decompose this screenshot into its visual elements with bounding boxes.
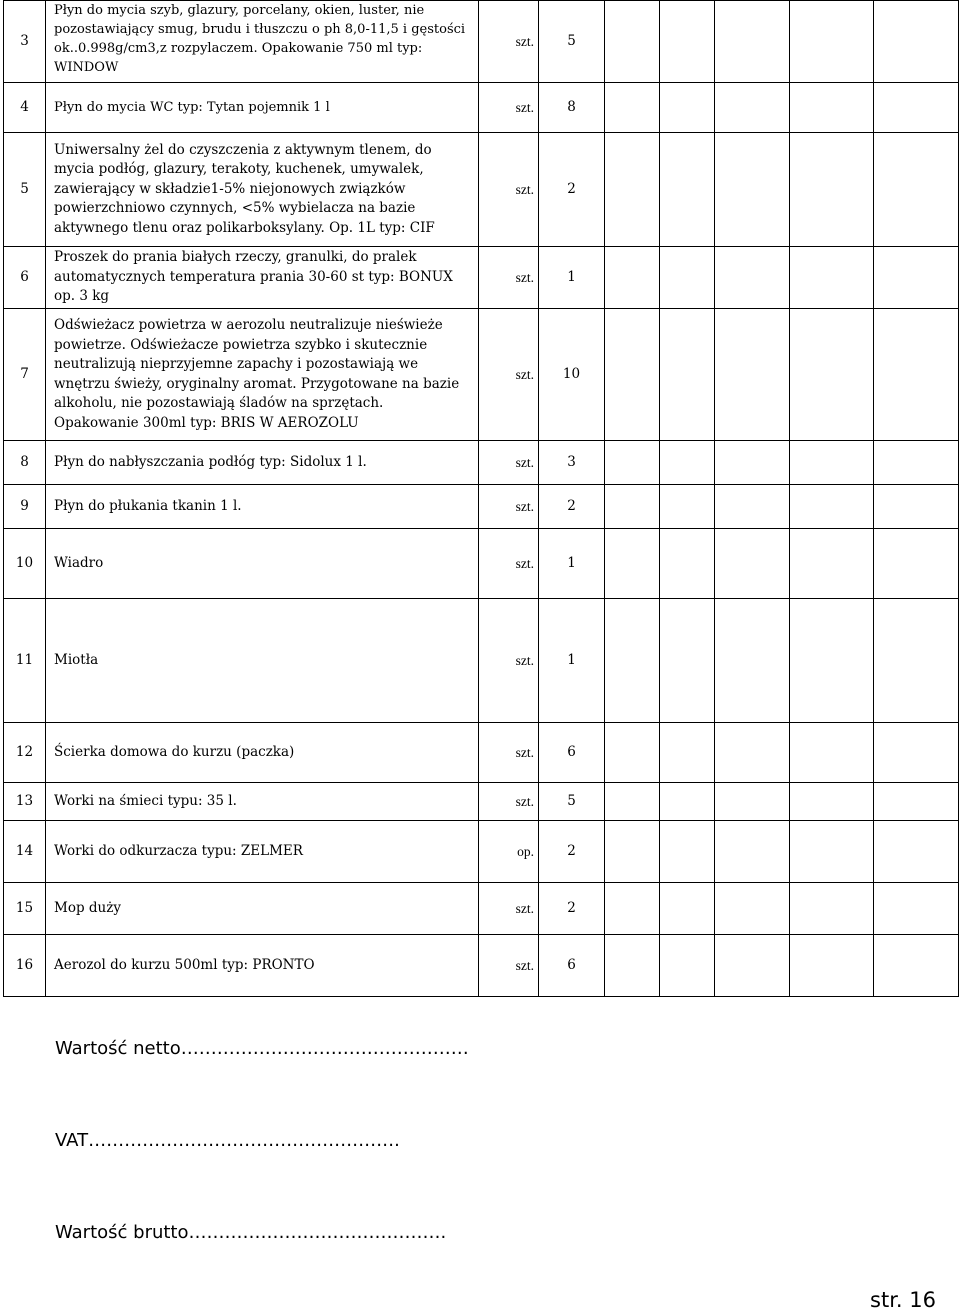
empty-cell (715, 529, 790, 599)
table-row (4, 935, 959, 997)
empty-cell (790, 485, 874, 529)
empty-cell (790, 133, 874, 247)
table-row (4, 485, 959, 529)
item-description: Odświeżacz powietrza w aerozolu neutralizuje nieświeże powietrze. Odświeżacze powietrza szybko i skutecznie neutralizują nieprzyjemne zapachy i pozostawiają we wnętrzu świeży, oryginalny aromat. Przygotowane na bazie alkoholu, nie pozostawiają śladów na sprzętach. Opakowanie 300ml typ: BRIS W AEROZOLU (46, 309, 479, 441)
empty-cell (660, 133, 715, 247)
empty-cell (790, 247, 874, 309)
item-quantity: 1 (539, 247, 605, 309)
empty-cell (660, 783, 715, 821)
row-number: 11 (4, 599, 46, 723)
item-description: Wiadro (46, 529, 479, 599)
item-description: Ścierka domowa do kurzu (paczka) (46, 723, 479, 783)
item-quantity: 2 (539, 821, 605, 883)
item-quantity: 6 (539, 723, 605, 783)
empty-cell (874, 309, 959, 441)
empty-cell (790, 529, 874, 599)
row-number: 6 (4, 247, 46, 309)
row-number: 5 (4, 133, 46, 247)
gross-value-line: Wartość brutto……………………………………. (55, 1222, 447, 1243)
empty-cell (660, 309, 715, 441)
table-row (4, 529, 959, 599)
item-quantity: 5 (539, 783, 605, 821)
item-description: Uniwersalny żel do czyszczenia z aktywnym tlenem, do mycia podłóg, glazury, terakoty, kuchenek, umywalek, zawierający w składzie1-5% niejonowych związków powierzchniowo czynnych, <5% wybielacza na bazie aktywnego tlenu oraz polikarboksylany. Op. 1L typ: CIF (46, 133, 479, 247)
item-unit: szt. (479, 529, 539, 599)
empty-cell (660, 883, 715, 935)
empty-cell (790, 599, 874, 723)
item-unit: szt. (479, 723, 539, 783)
empty-cell (605, 821, 660, 883)
item-unit: szt. (479, 485, 539, 529)
empty-cell (605, 1, 660, 83)
empty-cell (790, 441, 874, 485)
table-row (4, 247, 959, 309)
empty-cell (715, 883, 790, 935)
table-row (4, 723, 959, 783)
empty-cell (874, 821, 959, 883)
empty-cell (874, 529, 959, 599)
empty-cell (790, 309, 874, 441)
empty-cell (605, 133, 660, 247)
empty-cell (605, 529, 660, 599)
empty-cell (715, 485, 790, 529)
item-description: Płyn do płukania tkanin 1 l. (46, 485, 479, 529)
empty-cell (660, 1, 715, 83)
row-number: 13 (4, 783, 46, 821)
row-number: 15 (4, 883, 46, 935)
empty-cell (715, 783, 790, 821)
empty-cell (874, 485, 959, 529)
item-quantity: 2 (539, 133, 605, 247)
empty-cell (605, 783, 660, 821)
empty-cell (874, 599, 959, 723)
empty-cell (605, 441, 660, 485)
table-row (4, 821, 959, 883)
empty-cell (874, 723, 959, 783)
table-row (4, 1, 959, 83)
item-description: Płyn do nabłyszczania podłóg typ: Sidolux 1 l. (46, 441, 479, 485)
empty-cell (715, 309, 790, 441)
empty-cell (605, 485, 660, 529)
empty-cell (715, 723, 790, 783)
item-unit: szt. (479, 883, 539, 935)
empty-cell (605, 309, 660, 441)
item-unit: szt. (479, 935, 539, 997)
vat-line: VAT……………………………………………. (55, 1130, 400, 1151)
empty-cell (715, 935, 790, 997)
table-row (4, 83, 959, 133)
items-table (3, 0, 959, 997)
item-unit: szt. (479, 441, 539, 485)
table-row (4, 883, 959, 935)
item-quantity: 8 (539, 83, 605, 133)
empty-cell (874, 1, 959, 83)
item-unit: szt. (479, 783, 539, 821)
item-quantity: 6 (539, 935, 605, 997)
item-unit: szt. (479, 599, 539, 723)
empty-cell (874, 441, 959, 485)
item-unit: szt. (479, 83, 539, 133)
row-number: 7 (4, 309, 46, 441)
row-number: 4 (4, 83, 46, 133)
item-quantity: 1 (539, 529, 605, 599)
table-row (4, 133, 959, 247)
empty-cell (605, 247, 660, 309)
item-description: Płyn do mycia WC typ: Tytan pojemnik 1 l (46, 83, 479, 133)
empty-cell (660, 247, 715, 309)
empty-cell (660, 83, 715, 133)
item-quantity: 5 (539, 1, 605, 83)
item-unit: szt. (479, 247, 539, 309)
table-row (4, 441, 959, 485)
empty-cell (874, 83, 959, 133)
empty-cell (715, 821, 790, 883)
empty-cell (715, 441, 790, 485)
table-row (4, 783, 959, 821)
empty-cell (605, 883, 660, 935)
empty-cell (715, 133, 790, 247)
empty-cell (790, 935, 874, 997)
empty-cell (874, 783, 959, 821)
empty-cell (874, 247, 959, 309)
row-number: 3 (4, 1, 46, 83)
row-number: 12 (4, 723, 46, 783)
empty-cell (660, 935, 715, 997)
item-quantity: 10 (539, 309, 605, 441)
empty-cell (660, 529, 715, 599)
empty-cell (605, 935, 660, 997)
row-number: 16 (4, 935, 46, 997)
empty-cell (790, 83, 874, 133)
item-quantity: 2 (539, 485, 605, 529)
item-unit: szt. (479, 1, 539, 83)
item-unit: szt. (479, 133, 539, 247)
empty-cell (605, 723, 660, 783)
table-row (4, 599, 959, 723)
item-unit: szt. (479, 309, 539, 441)
empty-cell (715, 1, 790, 83)
empty-cell (790, 783, 874, 821)
empty-cell (605, 599, 660, 723)
item-description: Worki do odkurzacza typu: ZELMER (46, 821, 479, 883)
empty-cell (660, 723, 715, 783)
item-quantity: 1 (539, 599, 605, 723)
item-unit: op. (479, 821, 539, 883)
empty-cell (874, 133, 959, 247)
empty-cell (660, 821, 715, 883)
net-value-line: Wartość netto………………………………………… (55, 1038, 469, 1059)
item-description: Płyn do mycia szyb, glazury, porcelany, okien, luster, nie pozostawiający smug, brudu i tłuszczu o ph 8,0-11,5 i gęstości ok..0.998g/cm3,z rozpylaczem. Opakowanie 750 ml typ: WINDOW (46, 1, 479, 83)
empty-cell (790, 723, 874, 783)
empty-cell (790, 883, 874, 935)
item-description: Proszek do prania białych rzeczy, granulki, do pralek automatycznych temperatura prania 30-60 st typ: BONUX op. 3 kg (46, 247, 479, 309)
empty-cell (660, 441, 715, 485)
item-quantity: 3 (539, 441, 605, 485)
empty-cell (715, 599, 790, 723)
empty-cell (790, 821, 874, 883)
item-description: Mop duży (46, 883, 479, 935)
empty-cell (605, 83, 660, 133)
empty-cell (874, 935, 959, 997)
table-row (4, 309, 959, 441)
row-number: 14 (4, 821, 46, 883)
empty-cell (790, 1, 874, 83)
page-number: str. 16 (870, 1288, 936, 1312)
item-description: Worki na śmieci typu: 35 l. (46, 783, 479, 821)
empty-cell (660, 599, 715, 723)
empty-cell (874, 883, 959, 935)
empty-cell (715, 83, 790, 133)
row-number: 8 (4, 441, 46, 485)
item-quantity: 2 (539, 883, 605, 935)
item-description: Miotła (46, 599, 479, 723)
item-description: Aerozol do kurzu 500ml typ: PRONTO (46, 935, 479, 997)
empty-cell (660, 485, 715, 529)
row-number: 9 (4, 485, 46, 529)
empty-cell (715, 247, 790, 309)
row-number: 10 (4, 529, 46, 599)
